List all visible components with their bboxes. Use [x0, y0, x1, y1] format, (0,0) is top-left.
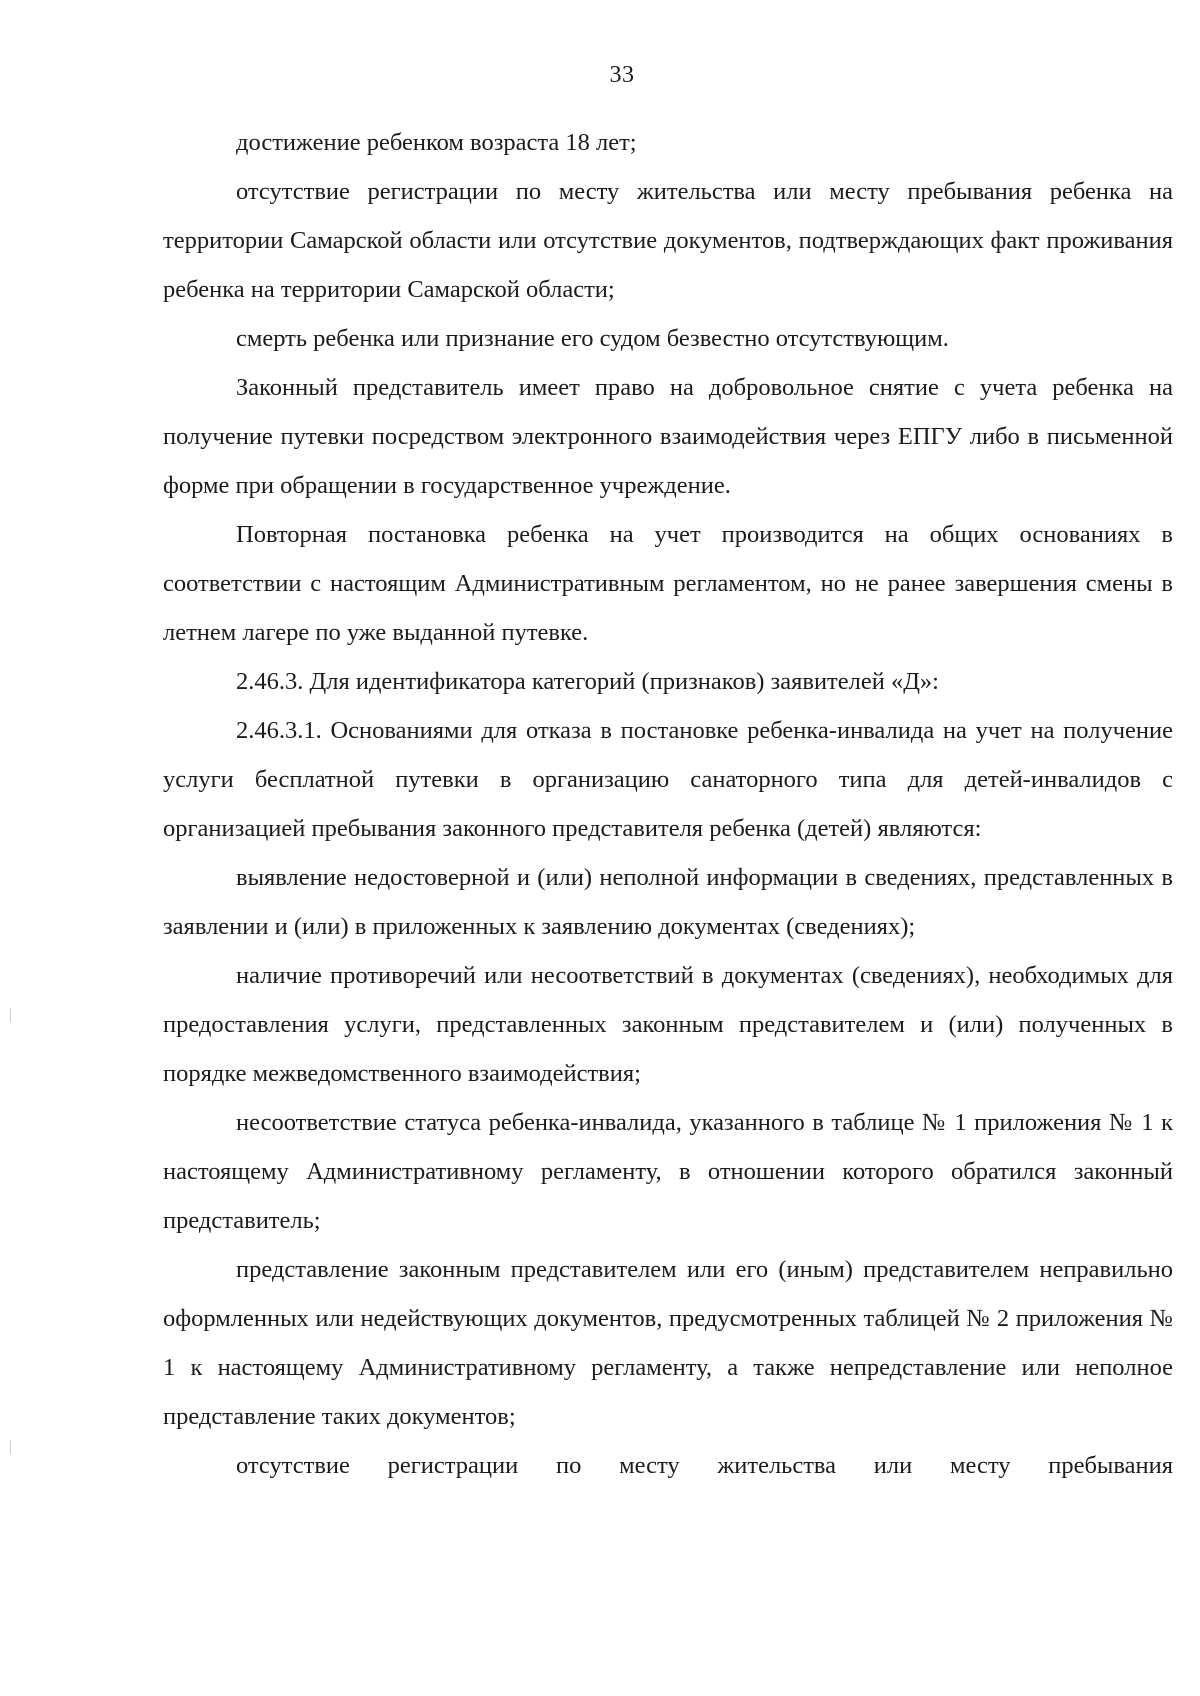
paragraph-repeat-registration: Повторная постановка ребенка на учет производится на общих основаниях в соответствии с настоящим Административным регламентом, но не ранее завершения смены в летнем лагере по уже выданной путевке.: [163, 521, 1173, 646]
document-body: [163, 118, 1173, 1490]
paragraph-voluntary-removal: Законный представитель имеет право на добровольное снятие с учета ребенка на получение путевки посредством электронного взаимодействия через ЕПГУ либо в письменной форме при обращении в государственное учреждение.: [163, 374, 1173, 499]
paragraph-no-registration-continued: отсутствие регистрации по месту жительства или месту пребывания: [236, 1452, 1173, 1479]
paragraph-inaccurate-info: выявление недостоверной и (или) неполной информации в сведениях, представленных в заявлении и (или) в приложенных к заявлению документах (сведениях);: [163, 864, 1173, 940]
scan-artifact: [10, 1440, 11, 1454]
section-heading-2-46-3: 2.46.3. Для идентификатора категорий (признаков) заявителей «Д»:: [236, 668, 939, 695]
page-number: 33: [609, 62, 635, 88]
paragraph-2-46-3-1: 2.46.3.1. Основаниями для отказа в постановке ребенка-инвалида на учет на получение услуги бесплатной путевки в организацию санаторного типа для детей-инвалидов с организацией пребывания законного представителя ребенка (детей) являются:: [163, 717, 1173, 842]
paragraph-status-mismatch: несоответствие статуса ребенка-инвалида, указанного в таблице № 1 приложения № 1 к настоящему Административному регламенту, в отношении которого обратился законный представитель;: [163, 1109, 1173, 1234]
paragraph-age-limit: достижение ребенком возраста 18 лет;: [236, 129, 637, 156]
paragraph-contradictions: наличие противоречий или несоответствий в документах (сведениях), необходимых для предоставления услуги, представленных законным представителем и (или) полученных в порядке межведомственного взаимодействия;: [163, 962, 1173, 1087]
paragraph-no-registration: отсутствие регистрации по месту жительства или месту пребывания ребенка на территории Самарской области или отсутствие документов, подтверждающих факт проживания ребенка на территории Самарской области;: [163, 178, 1173, 303]
paragraph-death: смерть ребенка или признание его судом безвестно отсутствующим.: [236, 325, 949, 352]
scan-artifact: [10, 1008, 11, 1022]
paragraph-improper-documents: представление законным представителем или его (иным) представителем неправильно оформленных или недействующих документов, предусмотренных таблицей № 2 приложения № 1 к настоящему Административному регламенту, а также непредставление или неполное представление таких документов;: [163, 1256, 1173, 1430]
